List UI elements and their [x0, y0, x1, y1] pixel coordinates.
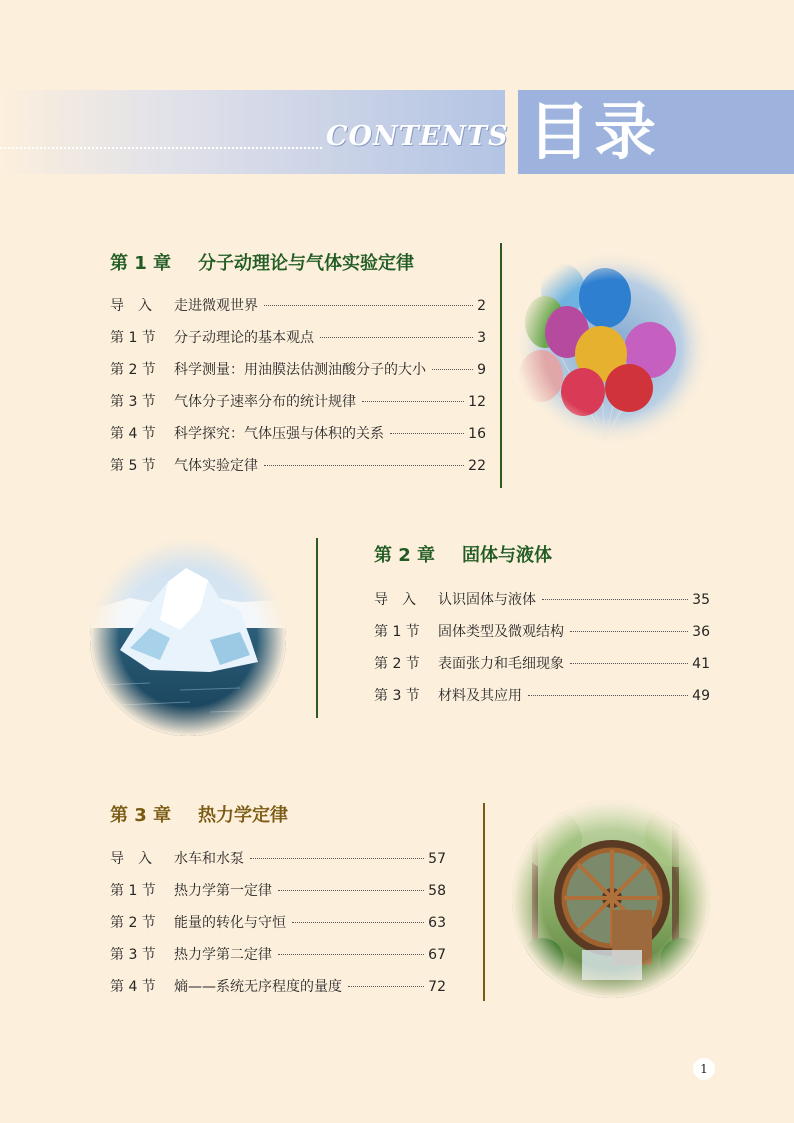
toc-entry[interactable] — [110, 944, 446, 966]
divider-line — [316, 538, 318, 718]
section-title: 气体实验定律 — [174, 458, 258, 474]
section-title: 气体分子速率分布的统计规律 — [174, 394, 356, 410]
chapter-title: 分子动理论与气体实验定律 — [198, 253, 414, 274]
page-ref: 57 — [428, 851, 446, 867]
leader-dots — [570, 631, 688, 632]
section-label: 第 5 节 — [110, 458, 156, 474]
section-label: 第 3 节 — [374, 688, 420, 704]
section-title: 走进微观世界 — [174, 298, 258, 314]
leader-dots — [570, 663, 688, 664]
toc-entry[interactable] — [110, 327, 486, 349]
section-label: 第 1 节 — [374, 624, 420, 640]
leader-dots — [362, 401, 464, 402]
page-ref: 22 — [468, 458, 486, 474]
page-ref: 67 — [428, 947, 446, 963]
chapter-3 — [110, 801, 448, 1001]
chapter-2 — [374, 541, 712, 711]
chapter-number: 第 2 章 — [374, 545, 436, 566]
toc-entry[interactable] — [110, 391, 486, 413]
toc-entry[interactable] — [110, 912, 446, 934]
section-label: 第 3 节 — [110, 394, 156, 410]
page-ref: 3 — [477, 330, 486, 346]
toc-entry[interactable] — [110, 976, 446, 998]
toc-entry[interactable] — [374, 685, 710, 707]
section-title: 能量的转化与守恒 — [174, 915, 286, 931]
section-title: 材料及其应用 — [438, 688, 522, 704]
page-ref: 9 — [477, 362, 486, 378]
section-label: 第 2 节 — [110, 915, 156, 931]
iceberg-photo — [90, 540, 286, 736]
section-title: 分子动理论的基本观点 — [174, 330, 314, 346]
section-label: 第 2 节 — [110, 362, 156, 378]
page-ref: 16 — [468, 426, 486, 442]
toc-entry[interactable] — [110, 423, 486, 445]
leader-dots — [320, 337, 473, 338]
toc-entry[interactable] — [110, 455, 486, 477]
section-label: 导 入 — [110, 851, 152, 867]
section-title: 认识固体与液体 — [438, 592, 536, 608]
leader-dots — [528, 695, 688, 696]
section-title: 科学测量：用油膜法估测油酸分子的大小 — [174, 362, 426, 378]
leader-dots — [278, 954, 424, 955]
leader-dots — [264, 465, 464, 466]
section-label: 导 入 — [374, 592, 416, 608]
leader-dots — [390, 433, 464, 434]
page-ref: 49 — [692, 688, 710, 704]
section-label: 第 1 节 — [110, 330, 156, 346]
leader-dots — [432, 369, 473, 370]
section-title: 热力学第一定律 — [174, 883, 272, 899]
header-dotted-line — [0, 147, 322, 149]
toc-entry[interactable] — [374, 589, 710, 611]
toc-entry[interactable] — [110, 359, 486, 381]
page-ref: 12 — [468, 394, 486, 410]
page-ref: 36 — [692, 624, 710, 640]
divider-line — [500, 243, 502, 488]
leader-dots — [348, 986, 424, 987]
section-title: 水车和水泵 — [174, 851, 244, 867]
section-title: 固体类型及微观结构 — [438, 624, 564, 640]
page-ref: 35 — [692, 592, 710, 608]
toc-entry[interactable] — [110, 880, 446, 902]
page-ref: 2 — [477, 298, 486, 314]
section-label: 第 2 节 — [374, 656, 420, 672]
section-title: 熵——系统无序程度的量度 — [174, 979, 342, 995]
leader-dots — [542, 599, 688, 600]
chapter-number: 第 1 章 — [110, 253, 172, 274]
page-ref: 72 — [428, 979, 446, 995]
page-title: 目录 — [528, 95, 661, 168]
chapter-title: 热力学定律 — [198, 805, 288, 826]
leader-dots — [292, 922, 424, 923]
contents-label: CONTENTS — [326, 121, 509, 152]
toc-entry[interactable] — [374, 621, 710, 643]
balloons-photo — [515, 250, 711, 446]
waterwheel-photo — [512, 800, 710, 998]
toc-entry[interactable] — [110, 295, 486, 317]
section-label: 第 1 节 — [110, 883, 156, 899]
leader-dots — [264, 305, 473, 306]
leader-dots — [250, 858, 424, 859]
section-title: 科学探究：气体压强与体积的关系 — [174, 426, 384, 442]
section-label: 第 3 节 — [110, 947, 156, 963]
section-title: 热力学第二定律 — [174, 947, 272, 963]
page-ref: 41 — [692, 656, 710, 672]
chapter-number: 第 3 章 — [110, 805, 172, 826]
section-label: 导 入 — [110, 298, 152, 314]
chapter-title: 固体与液体 — [462, 545, 552, 566]
section-label: 第 4 节 — [110, 426, 156, 442]
toc-entry[interactable] — [374, 653, 710, 675]
chapter-heading — [110, 249, 414, 279]
toc-entry[interactable] — [110, 848, 446, 870]
divider-line — [483, 803, 485, 1001]
page-number: 1 — [693, 1058, 715, 1080]
page-ref: 63 — [428, 915, 446, 931]
section-label: 第 4 节 — [110, 979, 156, 995]
chapter-heading — [110, 801, 288, 831]
page-ref: 58 — [428, 883, 446, 899]
chapter-1 — [110, 249, 488, 489]
section-title: 表面张力和毛细现象 — [438, 656, 564, 672]
chapter-heading — [374, 541, 552, 571]
leader-dots — [278, 890, 424, 891]
